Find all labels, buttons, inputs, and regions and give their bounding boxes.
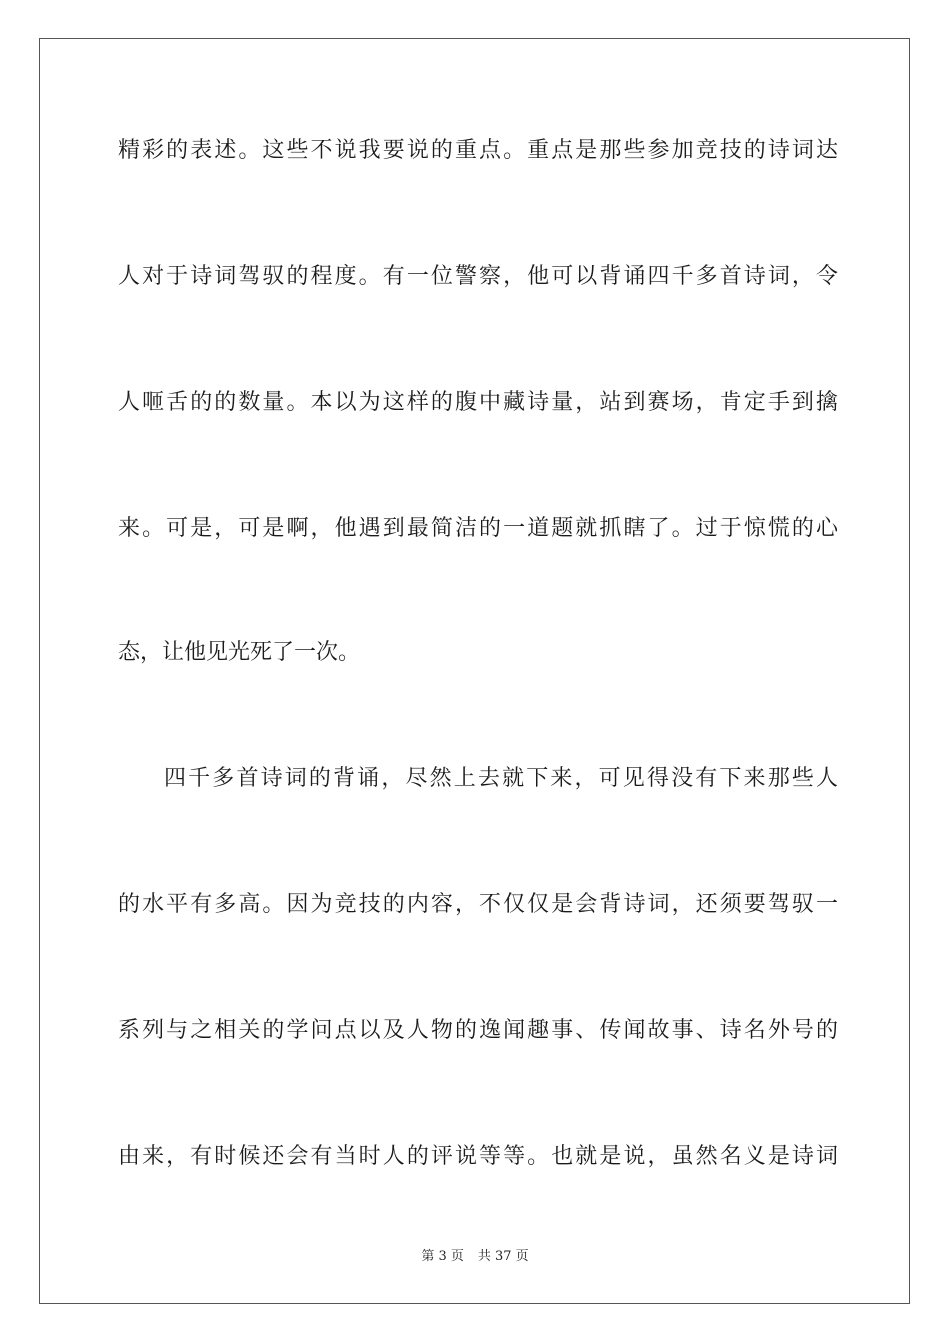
text-line-2: 人对于诗词驾驭的程度。有一位警察，他可以背诵四千多首诗词，令 xyxy=(118,264,838,289)
text-line-7: 的水平有多高。因为竞技的内容，不仅仅是会背诗词，还须要驾驭一 xyxy=(118,892,838,917)
text-line-9: 由来，有时候还会有当时人的评说等等。也就是说，虽然名义是诗词 xyxy=(118,1144,838,1169)
text-line-5: 态，让他见光死了一次。 xyxy=(118,640,361,665)
page-footer xyxy=(0,1248,950,1266)
text-line-1: 精彩的表述。这些不说我要说的重点。重点是那些参加竞技的诗词达 xyxy=(118,138,838,163)
page-number: 第 3 页 xyxy=(421,1249,464,1264)
text-line-4: 来。可是，可是啊，他遇到最简洁的一道题就抓瞎了。过于惊慌的心 xyxy=(118,516,838,541)
paragraph-2-first-line: 四千多首诗词的背诵，尽然上去就下来，可见得没有下来那些人 xyxy=(164,766,838,791)
text-line-3: 人咂舌的的数量。本以为这样的腹中藏诗量，站到赛场，肯定手到擒 xyxy=(118,390,838,415)
page-total: 共 37 页 xyxy=(477,1249,529,1264)
text-line-8: 系列与之相关的学问点以及人物的逸闻趣事、传闻故事、诗名外号的 xyxy=(118,1018,838,1043)
